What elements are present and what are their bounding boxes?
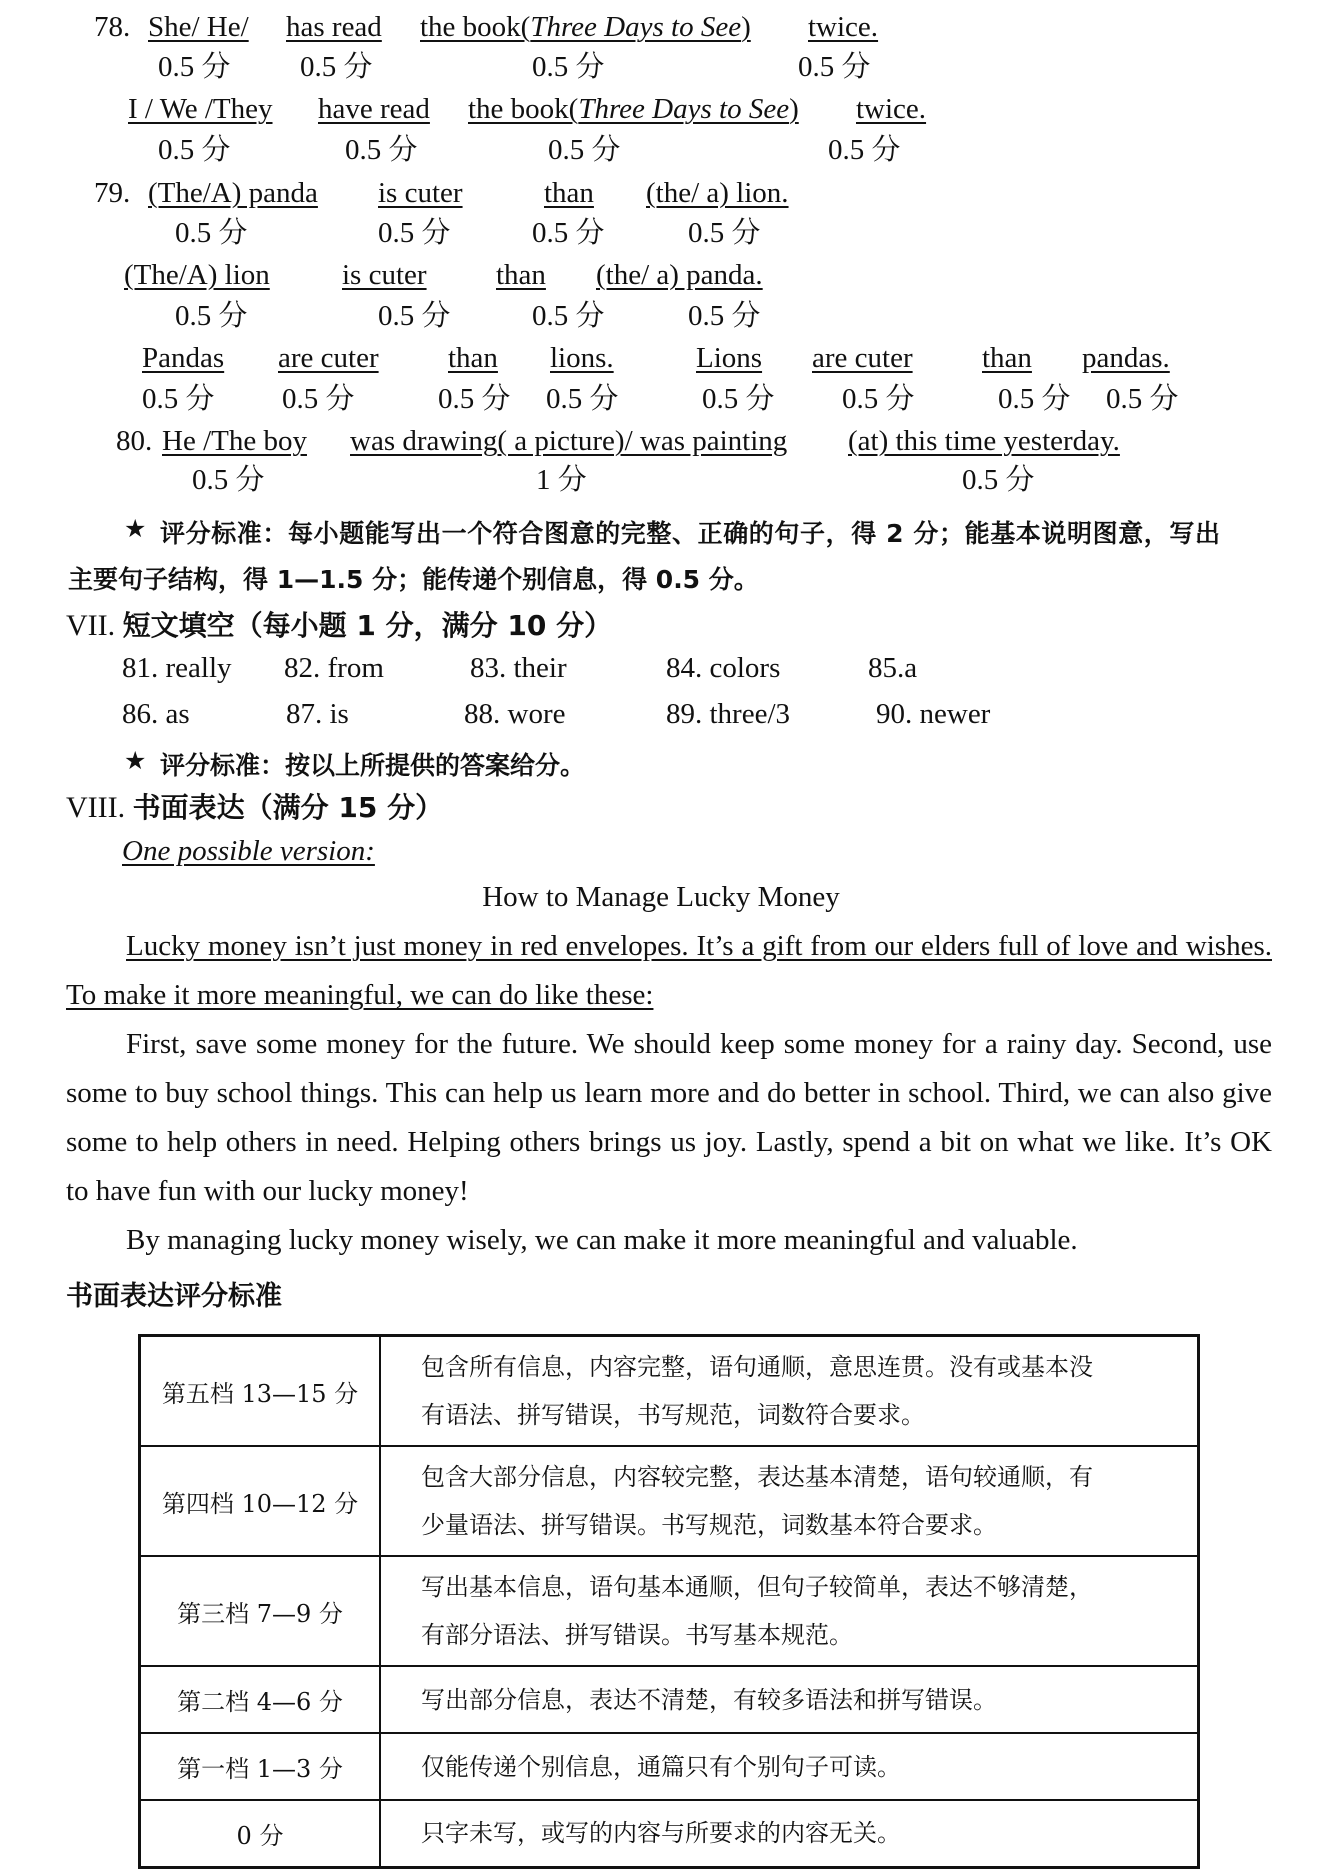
essay-paragraph: First, save some money for the future. We should keep some money for a rainy day. Second, use some to buy school things. This can help us learn more and do better in school. Third, we can also give some to help others in need. Helping others brings us joy. Lastly, spend a bit on what we like. It’s OK to have fun with our lucky money! xyxy=(66,1028,1272,1207)
score: 0.5 分 xyxy=(532,217,605,249)
score: 0.5 分 xyxy=(300,51,373,83)
score: 0.5 分 xyxy=(175,217,248,249)
criteria-text: 评分标准：按以上所提供的答案给分。 xyxy=(160,751,586,780)
answer: 86. as xyxy=(122,698,190,730)
q78-r2-object: the book(Three Days to See) xyxy=(468,93,799,125)
rubric-level: 第四档 10—12 分 xyxy=(140,1446,381,1556)
criteria-text: 评分标准：每小题能写出一个符合图意的完整、正确的句子，得 2 分；能基本说明图意，写出 xyxy=(160,519,1221,548)
table-row xyxy=(140,1446,1199,1556)
rubric-description: 包含所有信息，内容完整，语句通顺，意思连贯。没有或基本没 有语法、拼写错误，书写规范，词数符合要求。 xyxy=(380,1336,1199,1447)
answer: 83. their xyxy=(470,652,567,684)
score: 0.5 分 xyxy=(345,134,418,166)
q79-r1-b: is cuter xyxy=(378,177,463,209)
rubric-level: 0 分 xyxy=(140,1800,381,1867)
score: 0.5 分 xyxy=(158,51,231,83)
score: 0.5 分 xyxy=(798,51,871,83)
rubric-description: 包含大部分信息，内容较完整，表达基本清楚，语句较通顺，有 少量语法、拼写错误。书写规范，词数基本符合要求。 xyxy=(380,1446,1199,1556)
score: 0.5 分 xyxy=(532,51,605,83)
answer: 87. is xyxy=(286,698,349,730)
q78-r2-verb: have read xyxy=(318,93,430,125)
q80-number: 80. xyxy=(116,425,153,457)
q78-r1-verb: has read xyxy=(286,11,382,43)
star-icon: ★ xyxy=(124,514,147,543)
score: 0.5 分 xyxy=(702,383,775,415)
q79-r1-c: than xyxy=(544,177,594,209)
rubric-level: 第五档 13—15 分 xyxy=(140,1336,381,1447)
answer: 85.a xyxy=(868,652,918,684)
score: 0.5 分 xyxy=(378,217,451,249)
q78-r2-adverb: twice. xyxy=(856,93,927,125)
q78-r1-object: the book(Three Days to See) xyxy=(420,11,751,43)
star-icon: ★ xyxy=(124,746,147,775)
answer: 90. newer xyxy=(876,698,991,730)
rubric-description: 仅能传递个别信息，通篇只有个别句子可读。 xyxy=(380,1733,1199,1800)
table-row xyxy=(140,1800,1199,1867)
score: 0.5 分 xyxy=(158,134,231,166)
q79-r2-a: (The/A) lion xyxy=(124,259,270,291)
rubric-description: 只字未写，或写的内容与所要求的内容无关。 xyxy=(380,1800,1199,1867)
rubric-heading: 书面表达评分标准 xyxy=(66,1281,282,1312)
score: 0.5 分 xyxy=(688,217,761,249)
q79-r3-f: are cuter xyxy=(812,342,913,374)
score: 0.5 分 xyxy=(828,134,901,166)
criteria-text: 主要句子结构，得 1—1.5 分；能传递个别信息，得 0.5 分。 xyxy=(68,565,759,594)
rubric-table xyxy=(138,1334,1200,1869)
section-heading: VII. 短文填空（每小题 1 分，满分 10 分） xyxy=(66,609,613,642)
essay-paragraph: Lucky money isn’t just money in red envelopes. It’s a gift from our elders full of love and wishes. To make it more meaningful, we can do like these: xyxy=(66,930,1272,1011)
answer: 82. from xyxy=(284,652,384,684)
q78-number: 78. xyxy=(94,11,131,43)
q78-r2-subject: I / We /They xyxy=(128,93,273,125)
score: 0.5 分 xyxy=(378,300,451,332)
q79-r2-c: than xyxy=(496,259,546,291)
q79-r3-b: are cuter xyxy=(278,342,379,374)
table-row xyxy=(140,1556,1199,1666)
score: 1 分 xyxy=(536,464,587,496)
table-row xyxy=(140,1336,1199,1447)
score: 0.5 分 xyxy=(548,134,621,166)
essay-paragraph: By managing lucky money wisely, we can make it more meaningful and valuable. xyxy=(126,1224,1078,1256)
essay-title: How to Manage Lucky Money xyxy=(482,881,840,913)
score: 0.5 分 xyxy=(962,464,1035,496)
q80-verb: was drawing( a picture)/ was painting xyxy=(350,425,788,457)
rubric-description: 写出部分信息，表达不清楚，有较多语法和拼写错误。 xyxy=(380,1666,1199,1733)
answer: 84. colors xyxy=(666,652,781,684)
rubric-level: 第三档 7—9 分 xyxy=(140,1556,381,1666)
score: 0.5 分 xyxy=(282,383,355,415)
answer: 89. three/3 xyxy=(666,698,791,730)
q78-r1-adverb: twice. xyxy=(808,11,879,43)
q79-r3-h: pandas. xyxy=(1082,342,1170,374)
table-row xyxy=(140,1666,1199,1733)
q80-time: (at) this time yesterday. xyxy=(848,425,1120,457)
q79-number: 79. xyxy=(94,177,131,209)
q79-r1-d: (the/ a) lion. xyxy=(646,177,789,209)
q79-r2-b: is cuter xyxy=(342,259,427,291)
score: 0.5 分 xyxy=(438,383,511,415)
score: 0.5 分 xyxy=(142,383,215,415)
rubric-description: 写出基本信息，语句基本通顺，但句子较简单，表达不够清楚， 有部分语法、拼写错误。书写基本规范。 xyxy=(380,1556,1199,1666)
answer: 88. wore xyxy=(464,698,566,730)
score: 0.5 分 xyxy=(175,300,248,332)
q79-r3-e: Lions xyxy=(696,342,763,374)
q79-r2-d: (the/ a) panda. xyxy=(596,259,763,291)
rubric-level: 第二档 4—6 分 xyxy=(140,1666,381,1733)
score: 0.5 分 xyxy=(192,464,265,496)
score: 0.5 分 xyxy=(842,383,915,415)
essay-label: One possible version: xyxy=(122,835,375,867)
q79-r3-a: Pandas xyxy=(142,342,225,374)
score: 0.5 分 xyxy=(546,383,619,415)
q79-r3-d: lions. xyxy=(550,342,614,374)
q80-subject: He /The boy xyxy=(162,425,307,457)
section-heading: VIII. 书面表达（满分 15 分） xyxy=(66,791,444,824)
q79-r3-g: than xyxy=(982,342,1032,374)
score: 0.5 分 xyxy=(688,300,761,332)
q79-r3-c: than xyxy=(448,342,498,374)
score: 0.5 分 xyxy=(998,383,1071,415)
score: 0.5 分 xyxy=(532,300,605,332)
score: 0.5 分 xyxy=(1106,383,1179,415)
rubric-level: 第一档 1—3 分 xyxy=(140,1733,381,1800)
answer: 81. really xyxy=(122,652,232,684)
table-row xyxy=(140,1733,1199,1800)
q79-r1-a: (The/A) panda xyxy=(148,177,318,209)
q78-r1-subject: She/ He/ xyxy=(148,11,249,43)
